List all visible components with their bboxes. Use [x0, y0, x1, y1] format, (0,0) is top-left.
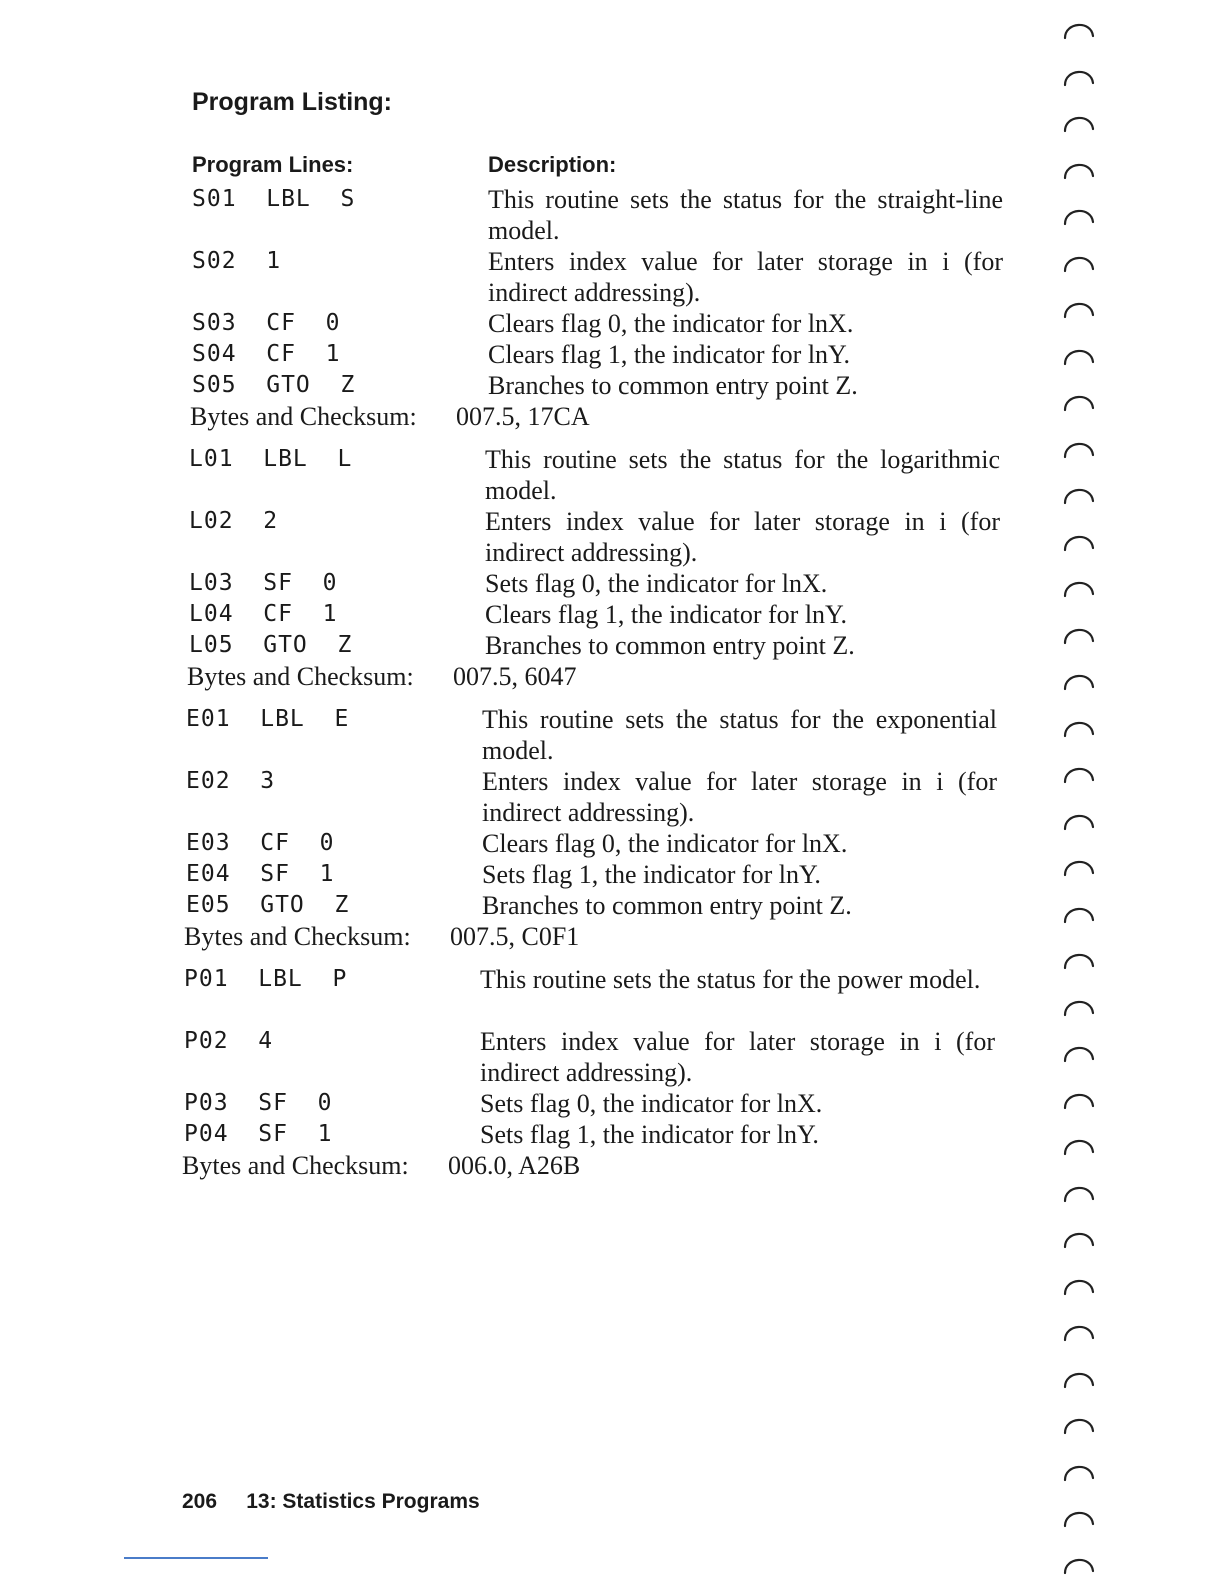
- program-line: [0, 704, 1050, 766]
- page-number: 206: [182, 1490, 218, 1513]
- checksum-value: 007.5, 17CA: [456, 402, 590, 431]
- binding-ring-icon: [1062, 483, 1096, 503]
- line-code: E02 3: [186, 768, 276, 794]
- binding-ring-icon: [1062, 669, 1096, 689]
- line-description: This routine sets the status for the power model.: [480, 965, 981, 994]
- listing-group: [0, 184, 1050, 444]
- line-code: L03 SF 0: [189, 570, 338, 596]
- line-description: This routine sets the status for the straight-line model.: [488, 185, 1003, 245]
- line-description: Branches to common entry point Z.: [485, 631, 855, 660]
- checksum-label: Bytes and Checksum:: [184, 922, 411, 951]
- line-description: Enters index value for later storage in i (for indirect addressing).: [488, 247, 1003, 307]
- program-line: [0, 184, 1050, 246]
- bytes-and-checksum: [0, 921, 1050, 964]
- checksum-value: 006.0, A26B: [448, 1151, 581, 1180]
- line-description: Enters index value for later storage in i (for indirect addressing).: [480, 1027, 995, 1087]
- line-code: S02 1: [192, 248, 282, 274]
- binding-ring-icon: [1062, 1320, 1096, 1340]
- binding-ring-icon: [1062, 623, 1096, 643]
- line-code: E04 SF 1: [186, 861, 335, 887]
- binding-ring-icon: [1062, 995, 1096, 1015]
- line-description: Clears flag 1, the indicator for lnY.: [485, 600, 847, 629]
- binding-ring-icon: [1062, 530, 1096, 550]
- page-footer: [182, 1490, 480, 1514]
- binding-ring-icon: [1062, 251, 1096, 271]
- program-line: [0, 444, 1050, 506]
- line-code: P02 4: [184, 1028, 274, 1054]
- checksum-label: Bytes and Checksum:: [190, 402, 417, 431]
- bytes-and-checksum: [0, 1150, 1050, 1193]
- program-line: [0, 568, 1050, 599]
- description-header: Description:: [488, 152, 617, 177]
- binding-ring-icon: [1062, 344, 1096, 364]
- binding-ring-icon: [1062, 111, 1096, 131]
- listing-group: [0, 704, 1050, 964]
- binding-ring-icon: [1062, 390, 1096, 410]
- binding-ring-icon: [1062, 1506, 1096, 1526]
- program-listing: [0, 184, 1050, 1193]
- binding-ring-icon: [1062, 902, 1096, 922]
- binding-ring-icon: [1062, 204, 1096, 224]
- binding-ring-icon: [1062, 716, 1096, 736]
- program-line: [0, 308, 1050, 339]
- scan-mark: [124, 1557, 268, 1559]
- listing-group: [0, 444, 1050, 704]
- line-description: Clears flag 0, the indicator for lnX.: [488, 309, 854, 338]
- checksum-value: 007.5, C0F1: [450, 922, 580, 951]
- line-description: Clears flag 0, the indicator for lnX.: [482, 829, 848, 858]
- line-code: P03 SF 0: [184, 1090, 333, 1116]
- line-code: P04 SF 1: [184, 1121, 333, 1147]
- line-description: This routine sets the status for the exponential model.: [482, 705, 997, 765]
- bytes-and-checksum: [0, 661, 1050, 704]
- spiral-binding: [1062, 18, 1102, 1584]
- binding-ring-icon: [1062, 762, 1096, 782]
- bytes-and-checksum: [0, 401, 1050, 444]
- listing-group: [0, 964, 1050, 1193]
- line-code: E01 LBL E: [186, 706, 350, 732]
- program-line: [0, 339, 1050, 370]
- line-description: This routine sets the status for the logarithmic model.: [485, 445, 1000, 505]
- line-code: S05 GTO Z: [192, 372, 356, 398]
- program-line: [0, 1026, 1050, 1088]
- binding-ring-icon: [1062, 1227, 1096, 1247]
- program-line: [0, 246, 1050, 308]
- line-description: Enters index value for later storage in i (for indirect addressing).: [482, 767, 997, 827]
- binding-ring-icon: [1062, 1413, 1096, 1433]
- binding-ring-icon: [1062, 18, 1096, 38]
- line-code: L01 LBL L: [189, 446, 353, 472]
- program-line: [0, 859, 1050, 890]
- line-description: Sets flag 0, the indicator for lnX.: [485, 569, 828, 598]
- binding-ring-icon: [1062, 576, 1096, 596]
- chapter-title: 13: Statistics Programs: [246, 1490, 480, 1513]
- program-line: [0, 506, 1050, 568]
- line-code: L02 2: [189, 508, 279, 534]
- checksum-label: Bytes and Checksum:: [182, 1151, 409, 1180]
- line-code: L04 CF 1: [189, 601, 338, 627]
- line-description: Branches to common entry point Z.: [488, 371, 858, 400]
- line-code: E05 GTO Z: [186, 892, 350, 918]
- binding-ring-icon: [1062, 437, 1096, 457]
- line-code: P01 LBL P: [184, 966, 348, 992]
- line-description: Sets flag 1, the indicator for lnY.: [480, 1120, 819, 1149]
- program-line: [0, 630, 1050, 661]
- binding-ring-icon: [1062, 1274, 1096, 1294]
- program-line: [0, 766, 1050, 828]
- program-line: [0, 1088, 1050, 1119]
- checksum-value: 007.5, 6047: [453, 662, 577, 691]
- program-lines-header: Program Lines:: [192, 152, 354, 177]
- program-line: [0, 828, 1050, 859]
- binding-ring-icon: [1062, 1041, 1096, 1061]
- line-code: L05 GTO Z: [189, 632, 353, 658]
- line-description: Enters index value for later storage in i (for indirect addressing).: [485, 507, 1000, 567]
- line-description: Sets flag 1, the indicator for lnY.: [482, 860, 821, 889]
- binding-ring-icon: [1062, 158, 1096, 178]
- program-line: [0, 964, 1050, 1026]
- binding-ring-icon: [1062, 65, 1096, 85]
- binding-ring-icon: [1062, 1088, 1096, 1108]
- binding-ring-icon: [1062, 855, 1096, 875]
- line-code: S03 CF 0: [192, 310, 341, 336]
- binding-ring-icon: [1062, 297, 1096, 317]
- checksum-label: Bytes and Checksum:: [187, 662, 414, 691]
- program-line: [0, 370, 1050, 401]
- page-heading: Program Listing:: [192, 88, 393, 116]
- program-line: [0, 1119, 1050, 1150]
- line-code: E03 CF 0: [186, 830, 335, 856]
- program-line: [0, 890, 1050, 921]
- binding-ring-icon: [1062, 1181, 1096, 1201]
- line-description: Clears flag 1, the indicator for lnY.: [488, 340, 850, 369]
- program-line: [0, 599, 1050, 630]
- binding-ring-icon: [1062, 1367, 1096, 1387]
- binding-ring-icon: [1062, 948, 1096, 968]
- binding-ring-icon: [1062, 1134, 1096, 1154]
- binding-ring-icon: [1062, 809, 1096, 829]
- line-code: S04 CF 1: [192, 341, 341, 367]
- line-description: Branches to common entry point Z.: [482, 891, 852, 920]
- line-code: S01 LBL S: [192, 186, 356, 212]
- line-description: Sets flag 0, the indicator for lnX.: [480, 1089, 823, 1118]
- binding-ring-icon: [1062, 1553, 1096, 1573]
- binding-ring-icon: [1062, 1460, 1096, 1480]
